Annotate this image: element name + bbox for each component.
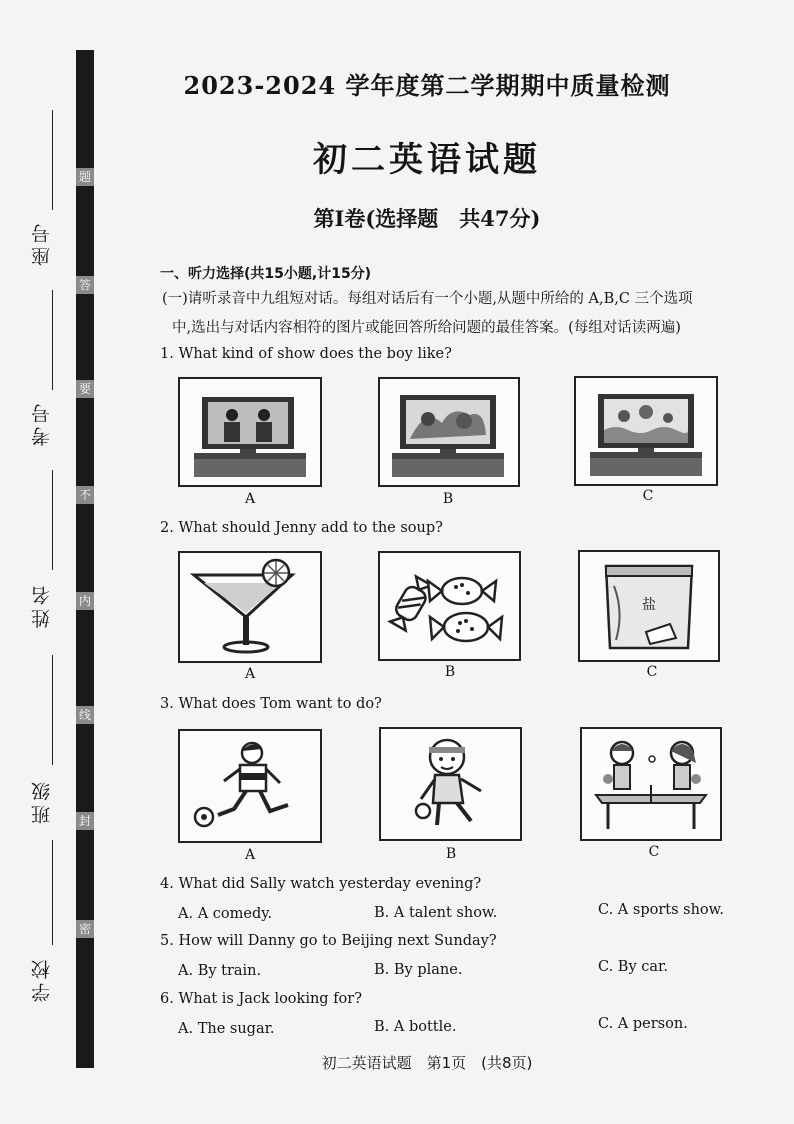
question-text: What did Sally watch yesterday evening? — [178, 876, 482, 892]
school-line[interactable] — [52, 840, 53, 945]
question-number: 2. — [160, 520, 174, 536]
question-number: 1. — [160, 346, 174, 362]
instructions-line-2: 中,选出与对话内容相符的图片或能回答所给问题的最佳答案。(每组对话读两遍) — [172, 320, 681, 336]
seal-word: 要 — [76, 380, 94, 398]
option-caption: C — [648, 844, 660, 860]
option-image-tv-news[interactable] — [178, 377, 322, 487]
question-1 — [160, 346, 452, 362]
option-image-ping-pong[interactable] — [580, 727, 722, 841]
exam-title: 2023-2024 学年度第二学期期中质量检测 — [183, 71, 671, 100]
seal-word: 密 — [76, 920, 94, 938]
question-text: What does Tom want to do? — [178, 696, 382, 712]
question-3 — [160, 696, 382, 712]
option-c[interactable]: C. By car. — [598, 959, 668, 975]
option-a[interactable]: A. The sugar. — [178, 1021, 275, 1037]
option-c[interactable]: C. A person. — [598, 1016, 688, 1032]
question-2 — [160, 520, 443, 536]
section-heading: 一、听力选择(共15小题,计15分) — [160, 266, 372, 282]
option-caption: A — [244, 491, 256, 507]
instructions-line-1: 请听录音中九组短对话。每组对话后有一个小题,从题中所给的 A,B,C 三个选项 — [187, 291, 693, 307]
option-caption: B — [442, 491, 454, 507]
option-c[interactable]: C. A sports show. — [598, 902, 724, 918]
school-label: 学校 — [31, 956, 53, 1002]
option-image-tv-cartoon[interactable] — [378, 377, 520, 487]
page-title: 初二英语试题 — [313, 140, 541, 180]
page-footer: 初二英语试题 第1页 (共8页) — [321, 1054, 533, 1072]
question-text: What kind of show does the boy like? — [178, 346, 452, 362]
name-line[interactable] — [52, 470, 53, 570]
option-caption: B — [445, 846, 457, 862]
option-caption: C — [642, 488, 654, 504]
option-b[interactable]: B. A talent show. — [374, 905, 498, 921]
question-text: How will Danny go to Beijing next Sunday? — [178, 933, 497, 949]
option-caption: C — [646, 664, 658, 680]
question-text: What is Jack looking for? — [178, 991, 362, 1007]
question-number: 4. — [160, 876, 174, 892]
question-text: What should Jenny add to the soup? — [178, 520, 443, 536]
option-caption: B — [444, 664, 456, 680]
option-b[interactable]: B. A bottle. — [374, 1019, 457, 1035]
option-a[interactable]: A. By train. — [178, 963, 262, 979]
option-image-cocktail[interactable] — [178, 551, 322, 663]
question-number: 3. — [160, 696, 174, 712]
question-5 — [160, 933, 497, 949]
volume-title: 第Ⅰ卷(选择题 共47分) — [313, 206, 541, 231]
seal-word: 不 — [76, 486, 94, 504]
option-image-tv-sea[interactable] — [574, 376, 718, 486]
section-instructions — [162, 285, 788, 343]
option-image-candies[interactable] — [378, 551, 521, 661]
exam-number-label: 考号 — [31, 400, 53, 446]
exam-number-line[interactable] — [52, 290, 53, 390]
name-label: 姓名 — [31, 582, 53, 628]
salt-label: 盐 — [642, 597, 656, 613]
question-number: 6. — [160, 991, 174, 1007]
question-6 — [160, 991, 362, 1007]
seal-word: 封 — [76, 812, 94, 830]
seal-word: 线 — [76, 706, 94, 724]
seal-word: 内 — [76, 592, 94, 610]
option-image-soccer[interactable] — [178, 729, 322, 843]
option-image-salt[interactable] — [578, 550, 720, 662]
seal-word: 答 — [76, 276, 94, 294]
option-a[interactable]: A. A comedy. — [178, 906, 273, 922]
seal-word: 题 — [76, 168, 94, 186]
class-label: 班级 — [31, 778, 53, 824]
part-label: (一) — [162, 291, 188, 307]
option-image-boy-ball[interactable] — [379, 727, 522, 841]
option-caption: A — [244, 666, 256, 682]
option-caption: A — [244, 847, 256, 863]
question-number: 5. — [160, 933, 174, 949]
class-line[interactable] — [52, 655, 53, 765]
question-4 — [160, 876, 481, 892]
option-b[interactable]: B. By plane. — [374, 962, 463, 978]
seat-number-label: 座号 — [31, 220, 53, 266]
